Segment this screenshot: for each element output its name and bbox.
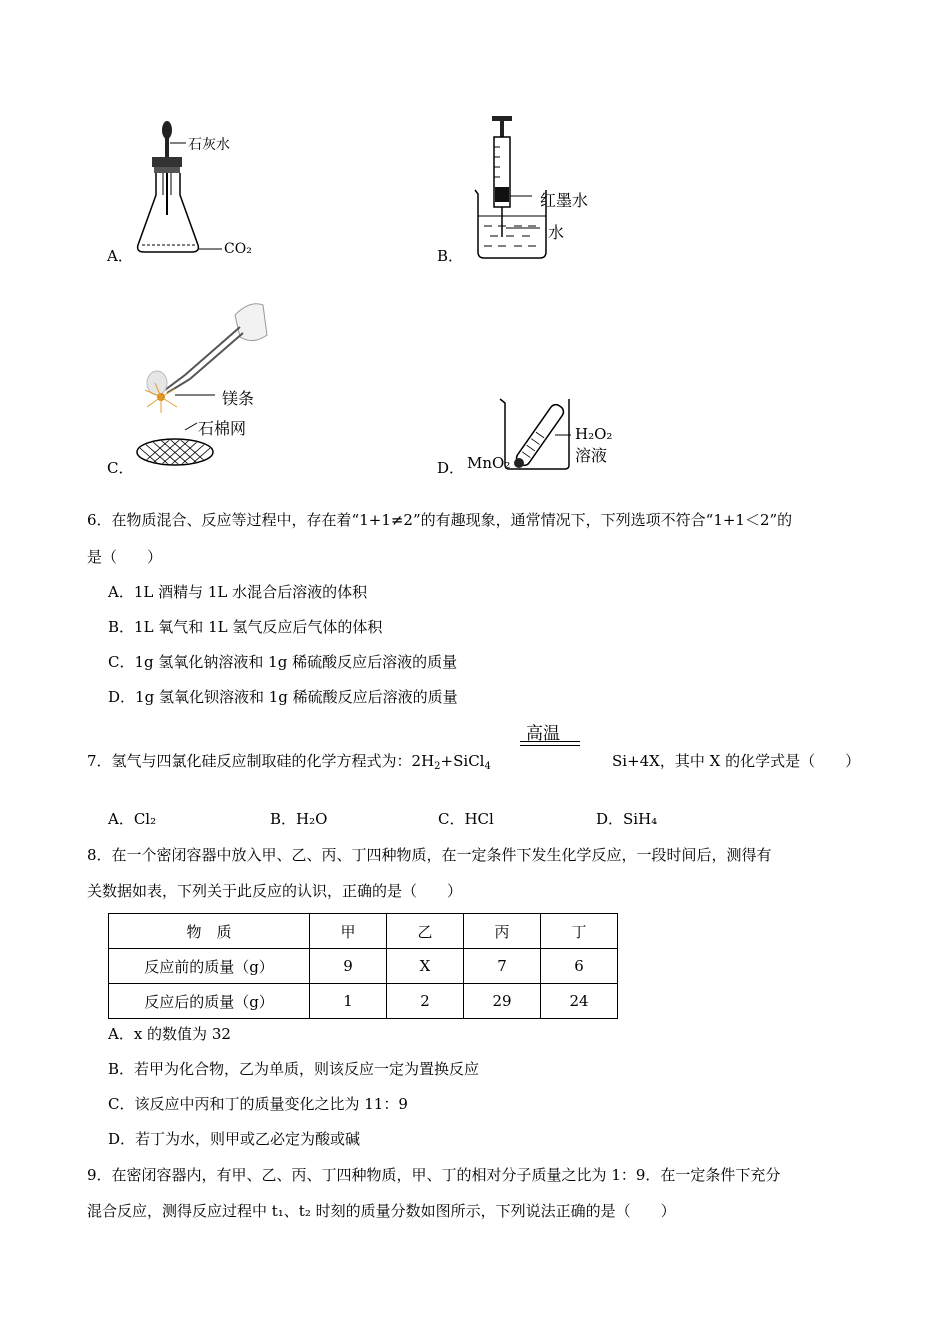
option-a-label: A． <box>107 247 133 265</box>
q6-option-d: D．1g 氢氧化钡溶液和 1g 稀硫酸反应后溶液的质量 <box>108 688 458 706</box>
option-d-label: D． <box>437 459 465 477</box>
table-header-cell: 甲 <box>310 914 387 949</box>
q8-option-b: B．若甲为化合物，乙为单质，则该反应一定为置换反应 <box>108 1060 480 1078</box>
q8-stem-line2: 关数据如表，下列关于此反应的认识，正确的是（ ） <box>87 882 463 900</box>
mno2-label: MnO₂ <box>467 454 511 472</box>
q9-stem-line2: 混合反应，测得反应过程中 t₁、t₂ 时刻的质量分数如图所示，下列说法正确的是（ ） <box>87 1202 676 1220</box>
reaction-condition: 高温 <box>526 724 560 744</box>
table-cell: 7 <box>464 949 541 984</box>
table-header-cell: 丙 <box>464 914 541 949</box>
equation-arrow-bottom <box>520 745 580 746</box>
q7-option-d: D．SiH₄ <box>596 810 658 828</box>
q7-stem <box>87 751 491 777</box>
table-cell: 29 <box>464 984 541 1019</box>
table-cell: 反应后的质量（g） <box>109 984 310 1019</box>
burning-magnesium-diagram <box>135 295 275 470</box>
q8-option-d: D．若丁为水，则甲或乙必定为酸或碱 <box>108 1130 361 1148</box>
h2o2-label: H₂O₂ <box>575 425 613 443</box>
option-c-label: C． <box>107 459 134 477</box>
mass-data-table <box>108 913 618 1019</box>
table-cell: 24 <box>541 984 618 1019</box>
q8-stem-line1: 8．在一个密闭容器中放入甲、乙、丙、丁四种物质，在一定条件下发生化学反应，一段时间后，测得有 <box>87 846 772 864</box>
table-row <box>109 984 618 1019</box>
subscript: 4 <box>484 761 491 772</box>
table-header-row <box>109 914 618 949</box>
table-header-cell: 物 质 <box>109 914 310 949</box>
option-b-label: B． <box>437 247 464 265</box>
q7-option-b: B．H₂O <box>270 810 328 828</box>
table-cell: X <box>387 949 464 984</box>
q6-option-c: C．1g 氢氧化钠溶液和 1g 稀硫酸反应后溶液的质量 <box>108 653 458 671</box>
table-header-cell: 丁 <box>541 914 618 949</box>
q6-option-a: A．1L 酒精与 1L 水混合后溶液的体积 <box>108 583 368 601</box>
table-cell: 反应前的质量（g） <box>109 949 310 984</box>
q8-option-c: C．该反应中丙和丁的质量变化之比为 11：9 <box>108 1095 408 1113</box>
q7-stem-part3: Si+4X，其中 X 的化学式是（ ） <box>612 752 861 770</box>
q7-option-c: C．HCl <box>438 810 494 828</box>
asbestos-mesh-label: 石棉网 <box>198 419 247 438</box>
q7-stem-part1: 7．氢气与四氯化硅反应制取硅的化学方程式为：2H <box>87 752 435 770</box>
q7-stem-part2: +SiCl <box>440 752 485 770</box>
solution-label: 溶液 <box>575 446 608 465</box>
co2-label: CO₂ <box>224 241 252 257</box>
table-cell: 1 <box>310 984 387 1019</box>
table-header-cell: 乙 <box>387 914 464 949</box>
q9-stem-line1: 9．在密闭容器内，有甲、乙、丙、丁四种物质，甲、丁的相对分子质量之比为 1：9．在一定条件下充分 <box>87 1166 781 1184</box>
red-ink-label: 红墨水 <box>540 191 589 210</box>
limewater-label: 石灰水 <box>188 137 230 153</box>
table-cell: 6 <box>541 949 618 984</box>
q8-option-a: A．x 的数值为 32 <box>108 1025 231 1043</box>
q7-option-a: A．Cl₂ <box>108 810 157 828</box>
magnesium-label: 镁条 <box>222 389 255 408</box>
q6-stem-line1: 6．在物质混合、反应等过程中，存在着“1+1≠2”的有趣现象，通常情况下，下列选项不符合“1+1＜2”的 <box>87 511 793 529</box>
water-label: 水 <box>548 223 565 242</box>
table-row <box>109 949 618 984</box>
table-cell: 9 <box>310 949 387 984</box>
subscript: 2 <box>434 761 441 772</box>
q6-option-b: B．1L 氧气和 1L 氢气反应后气体的体积 <box>108 618 383 636</box>
q6-stem-line2: 是（ ） <box>87 548 163 566</box>
equation-arrow-top <box>520 741 580 742</box>
table-cell: 2 <box>387 984 464 1019</box>
